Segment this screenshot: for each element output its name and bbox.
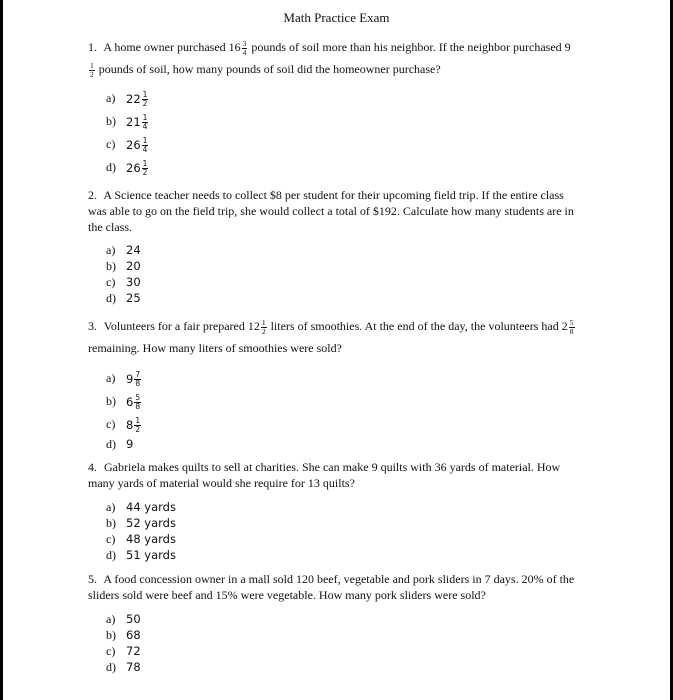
question-text: Volunteers for a fair prepared 12 [103,319,260,333]
option-value: 44 yards [126,500,176,514]
numerator: 1 [142,159,148,169]
fraction [134,371,141,387]
whole-number: 26 [126,138,141,153]
option-letter: d) [106,160,116,174]
whole-number: 6 [126,395,134,410]
denominator: 4 [142,144,148,154]
option-value: 72 [126,644,141,658]
option-letter: d) [106,548,116,562]
answer-option[interactable] [106,159,148,175]
option-value: 52 yards [126,516,176,530]
answer-option[interactable] [106,258,141,274]
numerator: 3 [242,39,247,49]
option-value: 68 [126,628,141,642]
answer-option[interactable] [106,416,141,432]
option-letter: b) [106,516,116,530]
option-letter: b) [106,259,116,273]
option-value: 50 [126,612,141,626]
denominator: 2 [135,424,141,434]
option-value: 20 [126,259,141,273]
answer-option[interactable] [106,290,141,306]
question-4 [88,459,578,491]
answer-option[interactable] [106,659,141,675]
answer-option[interactable] [106,274,141,290]
option-letter: b) [106,628,116,642]
denominator: 8 [569,326,574,336]
fraction [142,91,149,107]
question-number: 1. [88,40,97,54]
denominator: 4 [142,121,148,131]
answer-option[interactable] [106,370,141,386]
fraction [142,160,149,176]
answer-option[interactable] [106,393,141,409]
numerator: 1 [135,416,141,426]
option-letter: c) [106,137,116,151]
numerator: 1 [90,61,94,71]
answer-option[interactable] [106,627,141,643]
option-letter: c) [106,417,116,431]
answer-option[interactable] [106,136,148,152]
answer-option[interactable] [106,113,148,129]
question-number: 2. [88,188,97,202]
question-text: remaining. How many liters of smoothies were sold? [88,341,342,355]
option-letter: a) [106,500,116,514]
answer-option[interactable] [106,436,133,452]
numerator: 1 [142,113,148,123]
question-text: A Science teacher needs to collect $8 per student for their upcoming field trip. If the entire class was able to go on the field trip, she would collect a total of $192. Calculate how many students are in the class. [88,188,574,234]
option-letter: a) [106,91,116,105]
option-letter: c) [106,644,116,658]
answer-option[interactable] [106,611,141,627]
question-text: A food concession owner in a mall sold 120 beef, vegetable and pork sliders in 7 days. 20% of the sliders sold were beef and 15% were vegetable. How many pork sliders were sold? [88,572,575,602]
denominator: 4 [242,47,247,57]
whole-number: 9 [126,372,134,387]
whole-number: 8 [126,418,134,433]
question-text: pounds of soil more than his neighbor. If the neighbor purchased 9 [248,40,571,54]
option-value: 24 [126,243,141,257]
fraction [134,417,141,433]
option-value: 48 yards [126,532,176,546]
fraction [134,394,141,410]
option-letter: d) [106,660,116,674]
question-2 [88,187,578,235]
numerator: 5 [135,393,141,403]
question-text: Gabriela makes quilts to sell at charities. She can make 9 quilts with 36 yards of material. How many yards of material would she require for 13 quilts? [88,460,561,490]
whole-number: 22 [126,92,141,107]
denominator: 2 [90,69,94,79]
option-letter: d) [106,291,116,305]
question-text: pounds of soil, how many pounds of soil did the homeowner purchase? [95,62,441,76]
whole-number: 26 [126,161,141,176]
answer-option[interactable] [106,515,176,531]
fraction [242,40,248,56]
answer-option[interactable] [106,547,176,563]
fraction [261,319,267,335]
denominator: 8 [135,401,141,411]
option-letter: c) [106,532,116,546]
fraction [89,62,95,78]
whole-number: 21 [126,115,141,130]
numerator: 1 [261,318,266,328]
question-number: 3. [88,319,97,333]
denominator: 8 [135,378,141,388]
denominator: 2 [142,98,148,108]
numerator: 5 [569,318,574,328]
question-number: 4. [88,460,97,474]
option-value: 78 [126,660,141,674]
question-3 [88,315,578,359]
option-letter: a) [106,612,116,626]
denominator: 2 [261,326,266,336]
question-1 [88,36,578,80]
question-text: liters of smoothies. At the end of the day, the volunteers had 2 [267,319,568,333]
numerator: 7 [135,370,141,380]
question-5 [88,571,578,603]
option-letter: a) [106,243,116,257]
answer-option[interactable] [106,499,176,515]
denominator: 2 [142,167,148,177]
option-letter: c) [106,275,116,289]
option-value: 30 [126,275,141,289]
answer-option[interactable] [106,531,176,547]
answer-option[interactable] [106,90,148,106]
numerator: 1 [142,136,148,146]
answer-option[interactable] [106,242,141,258]
option-letter: b) [106,114,116,128]
fraction [569,319,575,335]
question-number: 5. [88,572,97,586]
option-letter: b) [106,394,116,408]
answer-option[interactable] [106,643,141,659]
question-text: A home owner purchased 16 [103,40,241,54]
option-letter: a) [106,371,116,385]
option-value: 9 [126,437,134,451]
page-title: Math Practice Exam [283,10,390,25]
option-letter: d) [106,437,116,451]
fraction [142,137,149,153]
fraction [142,114,149,130]
numerator: 1 [142,90,148,100]
option-value: 25 [126,291,141,305]
option-value: 51 yards [126,548,176,562]
